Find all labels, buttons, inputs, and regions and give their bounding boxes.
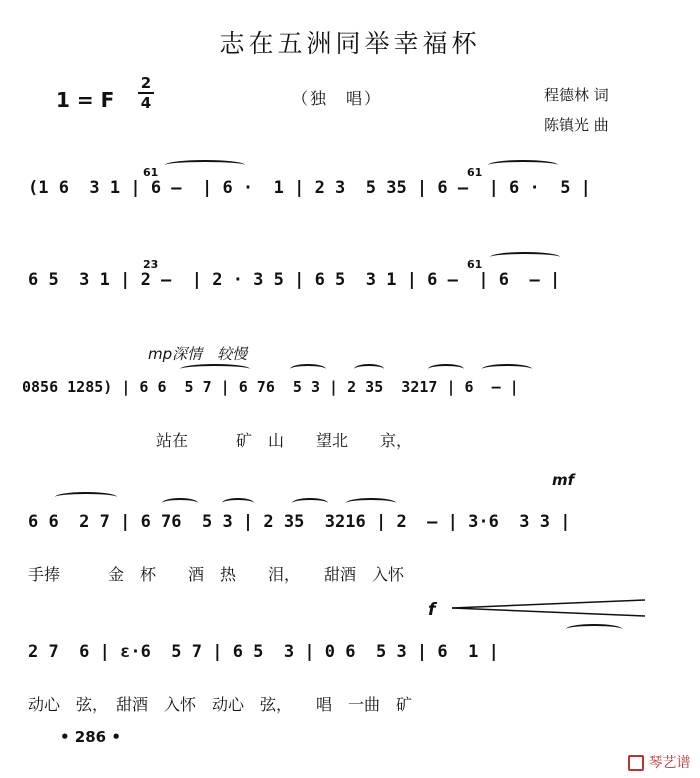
- grace-note: 61: [143, 166, 159, 179]
- score-system-1: [0, 166, 700, 248]
- watermark-text: 琴艺谱: [648, 755, 691, 771]
- composer: 陈镇光 曲: [544, 116, 609, 134]
- crescendo-mark: [450, 598, 650, 618]
- score-system-2: [0, 258, 700, 340]
- slur-mark: [428, 364, 464, 374]
- slur-mark: [346, 498, 396, 508]
- slur-mark: [180, 364, 250, 374]
- expression-mark: mf: [552, 471, 575, 489]
- lyrics-line-3: 站在 矿 山 望北 京，: [156, 431, 413, 450]
- notes-line-3: 0856 1285) | 6 6 5 7 | 6 76 5 3 | 2 35 3217 | 6 — |: [22, 378, 519, 396]
- slur-mark: [482, 364, 532, 374]
- time-bottom: 4: [140, 94, 152, 112]
- notes-line-1: (1 6 3 1 | 6 — | 6 · 1 | 2 3 5 35 | 6 — | 6 · 5 |: [28, 178, 591, 198]
- score-system-4: [0, 512, 700, 582]
- slur-mark: [566, 624, 622, 634]
- time-signature: [136, 74, 156, 112]
- tie-mark: [165, 160, 245, 170]
- notes-line-4: 6 6 2 7 | 6 76 5 3 | 2 35 3216 | 2 — | 3·6 3 3 |: [28, 512, 571, 532]
- key-signature: 1 = F: [56, 88, 115, 112]
- slur-mark: [354, 364, 384, 374]
- slur-mark: [55, 492, 117, 502]
- slur-mark: [222, 498, 254, 508]
- tie-mark: [490, 252, 560, 262]
- tie-mark: [488, 160, 558, 170]
- performance-mode: （独 唱）: [292, 89, 383, 108]
- grace-note: 61: [467, 258, 483, 271]
- expression-mark: mp深情 较慢: [148, 345, 248, 363]
- grace-note: 61: [467, 166, 483, 179]
- expression-mark: f: [428, 600, 436, 620]
- lyrics-line-5: 动心 弦， 甜酒 入怀 动心 弦， 唱 一曲 矿: [28, 695, 413, 714]
- song-title: 志在五洲同举幸福杯: [219, 29, 481, 58]
- notes-line-5: 2 7 6 | ε·6 5 7 | 6 5 3 | 0 6 5 3 | 6 1 |: [28, 642, 499, 662]
- lyrics-line-4: 手捧 金 杯 酒 热 泪， 甜酒 入怀: [28, 565, 405, 584]
- slur-mark: [162, 498, 198, 508]
- slur-mark: [290, 364, 326, 374]
- time-top: 2: [140, 74, 152, 92]
- watermark-icon: [628, 755, 644, 771]
- credits: [544, 80, 609, 140]
- lyricist: 程德林 词: [544, 86, 609, 104]
- notes-line-2: 6 5 3 1 | 2 — | 2 · 3 5 | 6 5 3 1 | 6 — | 6 — |: [28, 270, 561, 290]
- score-system-3: [0, 378, 700, 448]
- score-system-5: [0, 642, 700, 712]
- watermark-logo: [628, 752, 690, 772]
- grace-note: 23: [143, 258, 159, 271]
- page-number: • 286 •: [60, 728, 121, 746]
- slur-mark: [292, 498, 328, 508]
